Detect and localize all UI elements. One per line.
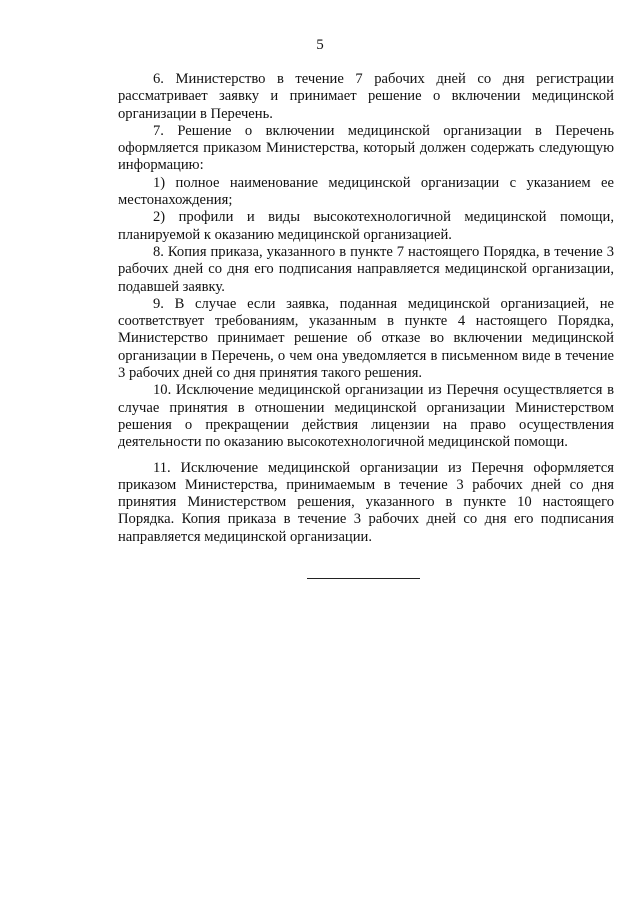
paragraph-7-item-1: 1) полное наименование медицинской организации с указанием ее местонахождения; (118, 174, 614, 209)
document-body (118, 71, 614, 546)
paragraph-9: 9. В случае если заявка, поданная медицинской организацией, не соответствует требованиям, указанным в пункте 4 настоящего Порядка, Министерство принимает решение об отказе во включении медицинской организации в Перечень, о чем она уведомляется в письменном виде в течение 3 рабочих дней со дня принятия такого решения. (118, 295, 614, 382)
paragraph-7-item-2: 2) профили и виды высокотехнологичной медицинской помощи, планируемой к оказанию медицинской организацией. (118, 209, 614, 243)
end-divider (307, 578, 420, 579)
paragraph-6: 6. Министерство в течение 7 рабочих дней со дня регистрации рассматривает заявку и принимает решение о включении медицинской организации в Перечень. (118, 71, 614, 122)
page-number: 5 (316, 37, 324, 53)
paragraph-10: 10. Исключение медицинской организации из Перечня осуществляется в случае принятия в отношении медицинской организации Министерством решения о прекращении действия лицензии на право осуществления деятельности по оказанию высокотехнологичной медицинской помощи. (118, 382, 614, 451)
paragraph-11: 11. Исключение медицинской организации из Перечня оформляется приказом Министерства, принимаемым в течение 3 рабочих дней со дня принятия Министерством решения, указанного в пункте 10 настоящего Порядка. Копия приказа в течение 3 рабочих дней со дня его подписания направляется медицинской организации. (118, 459, 614, 545)
paragraph-8: 8. Копия приказа, указанного в пункте 7 настоящего Порядка, в течение 3 рабочих дней со дня его подписания направляется медицинской организации, подавшей заявку. (118, 243, 614, 295)
paragraph-7: 7. Решение о включении медицинской организации в Перечень оформляется приказом Министерства, который должен содержать следующую информацию: (118, 122, 614, 174)
